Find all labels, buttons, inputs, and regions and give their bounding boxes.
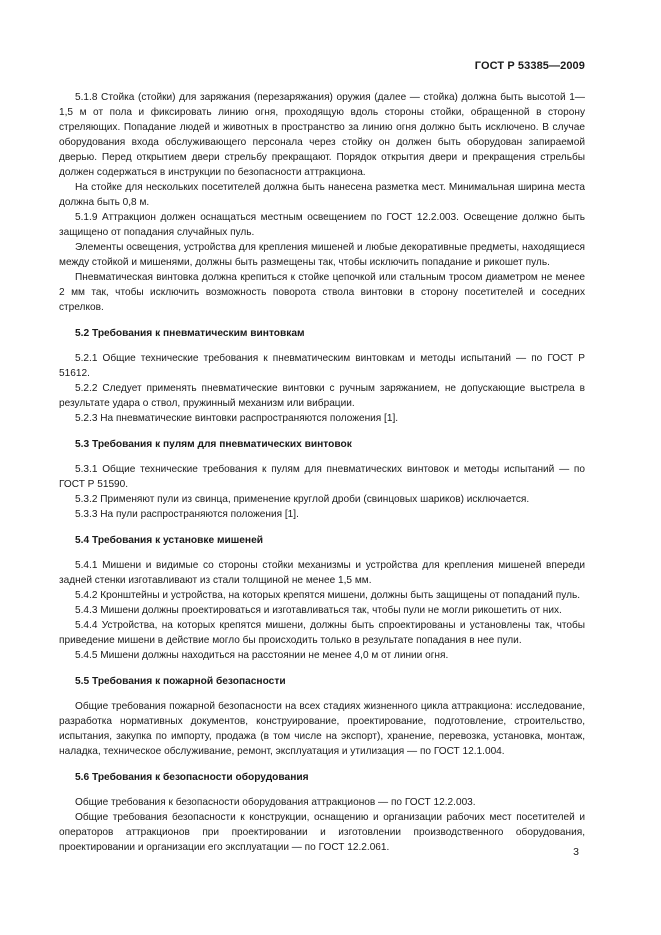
page-number: 3 <box>573 846 579 858</box>
paragraph-5-2-2: 5.2.2 Следует применять пневматические винтовки с ручным заряжанием, не допускающие выстрела в результате удара о ствол, пружинный механизм или вибрации. <box>59 383 585 409</box>
paragraph-5-2-3: 5.2.3 На пневматические винтовки распространяются положения [1]. <box>75 413 399 424</box>
paragraph-equipment-safety: Общие требования к безопасности оборудования аттракционов — по ГОСТ 12.2.003. <box>75 797 476 808</box>
document-body <box>59 90 585 855</box>
paragraph-lighting-elements: Элементы освещения, устройства для крепления мишеней и любые декоративные предметы, находящиеся между стойкой и мишенями, должны быть размещены так, чтобы исключить попадание и рикошет пуль. <box>59 242 585 268</box>
paragraph-5-1-8: 5.1.8 Стойка (стойки) для заряжания (перезаряжания) оружия (далее — стойка) должна быть высотой 1—1,5 м от пола и фиксировать линию огня, проходящую вдоль стороны стойки, обращенной в сторону стреляющих. Попадание людей и животных в пространство за линию огня должно быть исключено. В случае оборудования входа обслуживающего персонала через стойку он должен быть оборудован запираемой дверью. Перед открытием двери стрельбу прекращают. Порядок открытия двери и прекращения стрельбы должен содержаться в инструкции по безопасности аттракциона. <box>59 92 585 178</box>
section-heading-5-2: 5.2 Требования к пневматическим винтовкам <box>75 328 305 339</box>
section-heading-5-6: 5.6 Требования к безопасности оборудования <box>75 772 309 783</box>
paragraph-rifle-attachment: Пневматическая винтовка должна крепиться к стойке цепочкой или стальным тросом диаметром не менее 2 мм так, чтобы исключить возможность поворота ствола винтовки в сторону посетителей и соседних стрелков. <box>59 272 585 313</box>
section-heading-5-5: 5.5 Требования к пожарной безопасности <box>75 676 286 687</box>
paragraph-5-2-1: 5.2.1 Общие технические требования к пневматическим винтовкам и методы испытаний — по ГОСТ Р 51612. <box>59 353 585 379</box>
paragraph-5-3-3: 5.3.3 На пули распространяются положения [1]. <box>75 509 299 520</box>
paragraph-fire-safety: Общие требования пожарной безопасности на всех стадиях жизненного цикла аттракциона: исследование, разработка нормативных документов, конструирование, проектирование, подготовление, строительство, испытания, закупка по импорту, продажа (в том числе на экспорт), хранение, перевозка, установка, монтаж, наладка, техническое обслуживание, ремонт, эксплуатация и утилизация — по ГОСТ 12.1.004. <box>59 701 585 757</box>
paragraph-5-4-2: 5.4.2 Кронштейны и устройства, на которых крепятся мишени, должны быть защищены от попаданий пуль. <box>75 590 581 601</box>
paragraph-5-4-1: 5.4.1 Мишени и видимые со стороны стойки механизмы и устройства для крепления мишеней впереди задней стенки изготавливают из стали толщиной не менее 1,5 мм. <box>59 560 585 586</box>
paragraph-5-1-9: 5.1.9 Аттракцион должен оснащаться местным освещением по ГОСТ 12.2.003. Освещение должно быть защищено от попадания случайных пуль. <box>59 212 585 238</box>
section-heading-5-3: 5.3 Требования к пулям для пневматических винтовок <box>75 439 352 450</box>
section-heading-5-4: 5.4 Требования к установке мишеней <box>75 535 264 546</box>
paragraph-workplace-safety: Общие требования безопасности к конструкции, оснащению и организации рабочих мест посетителей и операторов аттракционов при проектировании и изготовлении производственного оборудования, проектировании и организации его эксплуатации — по ГОСТ 12.2.061. <box>59 812 585 853</box>
paragraph-5-3-2: 5.3.2 Применяют пули из свинца, применение круглой дроби (свинцовых шариков) исключается. <box>75 494 530 505</box>
paragraph-5-3-1: 5.3.1 Общие технические требования к пулям для пневматических винтовок и методы испытаний — по ГОСТ Р 51590. <box>59 464 585 490</box>
paragraph-5-4-5: 5.4.5 Мишени должны находиться на расстоянии не менее 4,0 м от линии огня. <box>75 650 449 661</box>
paragraph-5-4-3: 5.4.3 Мишени должны проектироваться и изготавливаться так, чтобы пули не могли рикошетить от них. <box>75 605 562 616</box>
paragraph-5-4-4: 5.4.4 Устройства, на которых крепятся мишени, должны быть спроектированы и установлены так, чтобы приведение мишени в действие могло бы происходить только в результате попадания в нее пули. <box>59 620 585 646</box>
paragraph-stand-marking: На стойке для нескольких посетителей должна быть нанесена разметка мест. Минимальная ширина места должна быть 0,8 м. <box>59 182 585 208</box>
document-id: ГОСТ Р 53385—2009 <box>474 60 585 72</box>
